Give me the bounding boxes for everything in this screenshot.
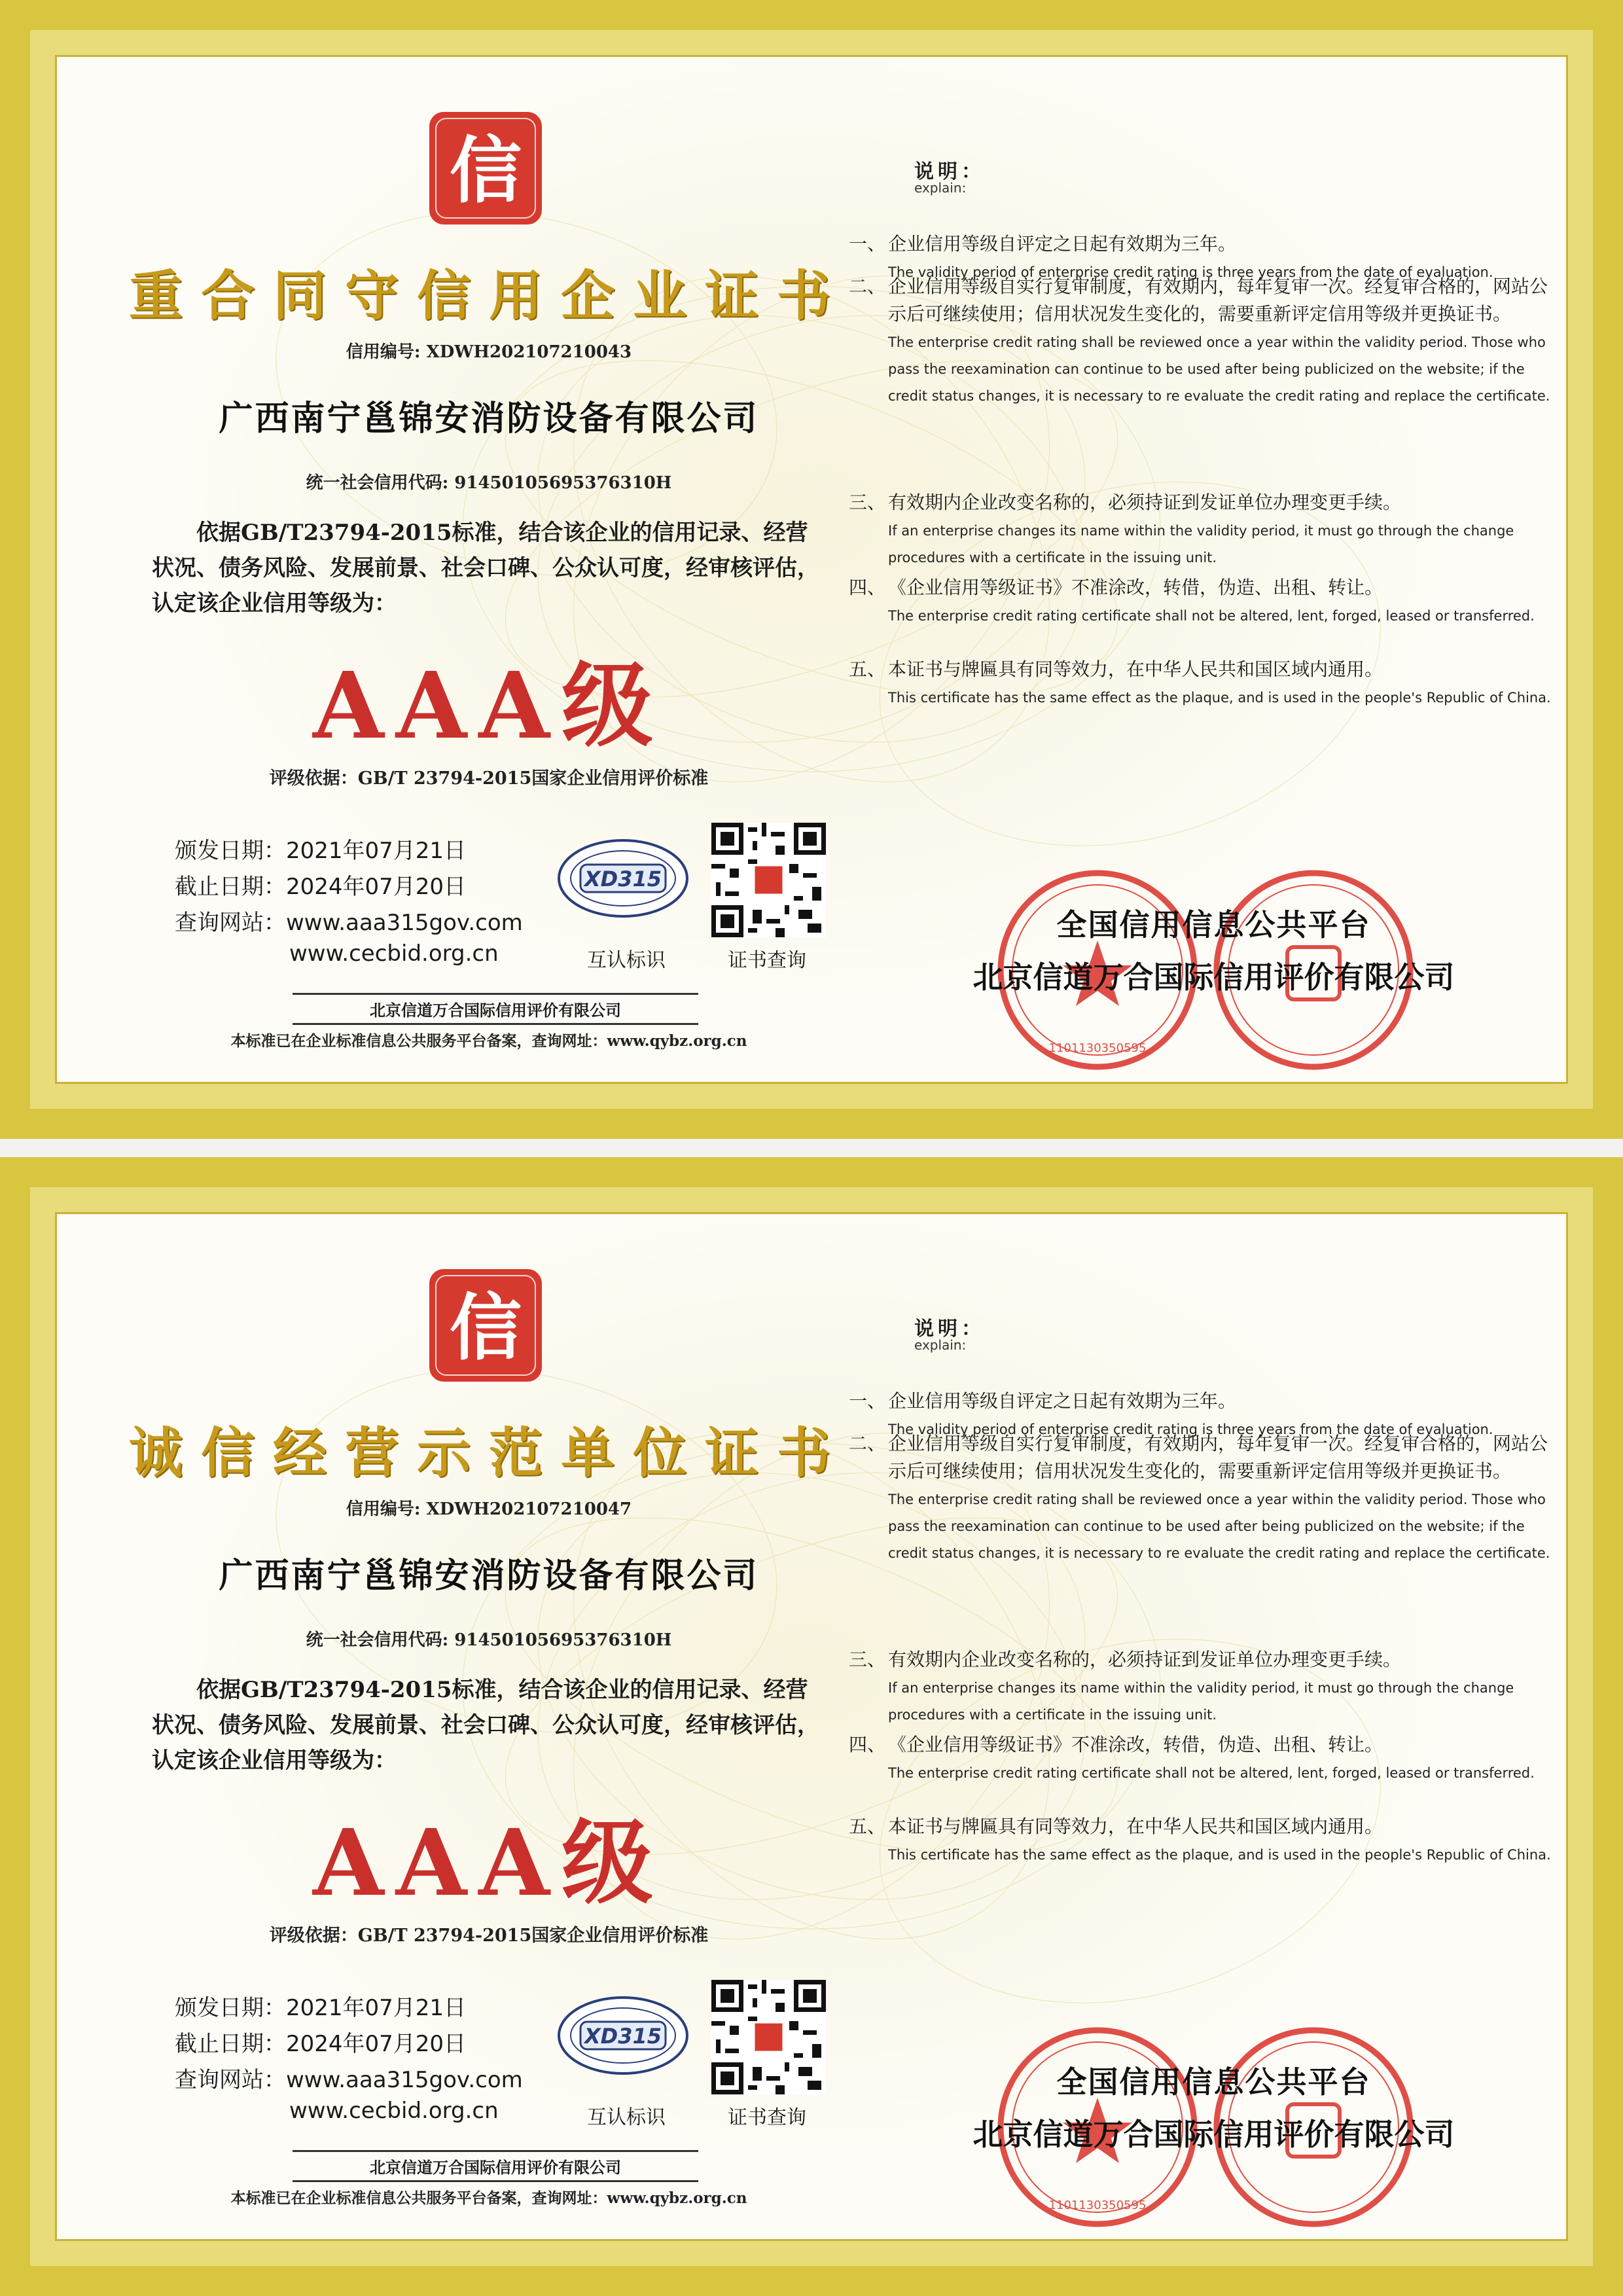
note-item: [849, 1646, 1562, 1729]
certificate-title: 重合同守信用企业证书: [129, 265, 849, 327]
note-item: [849, 1430, 1562, 1567]
svg-text:1101130350595: 1101130350595: [1048, 1041, 1147, 1055]
note-chinese-text: 本证书与牌匾具有同等效力，在中华人民共和国区域内通用。: [888, 658, 1383, 680]
certificate-2: [0, 1157, 1623, 2296]
note-chinese-text: 企业信用等级自评定之日起有效期为三年。: [888, 1390, 1237, 1412]
note-chinese-text: 有效期内企业改变名称的，必须持证到发证单位办理变更手续。: [888, 1649, 1402, 1670]
note-chinese-text: 《企业信用等级证书》不准涂改，转借，伪造、出租、转让。: [888, 577, 1383, 598]
note-number: 二、: [849, 1433, 886, 1454]
note-number: 五、: [849, 658, 886, 680]
certificate-border: [30, 30, 1593, 1109]
certificate-paper: [55, 55, 1568, 1084]
note-item: [849, 656, 1562, 711]
query-website: 查询网站：www.aaa315gov.com: [175, 2067, 523, 2093]
note-chinese: [849, 656, 1562, 683]
note-number: 二、: [849, 276, 886, 297]
certificate-border: [30, 1187, 1593, 2266]
mutual-recognition-mark-icon: [554, 836, 692, 921]
certificate-query-label: 证书查询: [728, 2106, 806, 2129]
certificate-left-panel: [129, 1214, 849, 2239]
qr-code-icon: [711, 823, 826, 937]
note-chinese-text: 有效期内企业改变名称的，必须持证到发证单位办理变更手续。: [888, 492, 1402, 513]
note-item: [849, 489, 1562, 571]
credit-grade: AAA级: [313, 1810, 665, 1917]
note-chinese: [849, 273, 1562, 328]
note-english: If an enterprise changes its name within the validity period, it must go through the change procedures with a certificate in the issuing unit.: [888, 523, 1514, 565]
explain-heading: 说明：: [914, 160, 985, 183]
expiry-date: 截止日期：2024年07月20日: [175, 2031, 467, 2057]
certificate-right-panel: [849, 57, 1568, 1082]
platform-name: 全国信用信息公共平台: [1056, 907, 1371, 942]
company-name: 广西南宁邕锦安消防设备有限公司: [219, 1556, 759, 1596]
explain-subheading: explain:: [914, 180, 967, 196]
note-chinese: [849, 1388, 1562, 1415]
issuing-organization: 北京信道万合国际信用评价有限公司: [972, 960, 1455, 995]
standard-filing-note: 本标准已在企业标准信息公共服务平台备案，查询网址：www.qybz.org.cn: [230, 1032, 747, 1050]
explain-heading: 说明：: [914, 1318, 985, 1340]
query-website-2: www.cecbid.org.cn: [289, 941, 499, 967]
note-chinese-text: 本证书与牌匾具有同等效力，在中华人民共和国区域内通用。: [888, 1816, 1383, 1837]
note-number: 一、: [849, 233, 886, 255]
mutual-recognition-label: 互认标识: [587, 949, 666, 972]
certificate-title: 诚信经营示范单位证书: [129, 1422, 849, 1484]
grade-basis-standard: 评级依据：GB/T 23794-2015国家企业信用评价标准: [269, 1926, 709, 1946]
note-number: 五、: [849, 1816, 886, 1837]
note-chinese: [849, 1731, 1562, 1759]
page-separator: [0, 1143, 1623, 1155]
mutual-recognition-label: 互认标识: [587, 2106, 666, 2129]
note-item: [849, 1731, 1562, 1787]
credit-number: 信用编号: XDWH202107210043: [346, 342, 632, 362]
evaluation-basis-text: 依据GB/T23794-2015标准，结合该企业的信用记录、经营状况、债务风险、发展前景、社会口碑、公众认可度，经审核评估，认定该企业信用等级为：: [152, 1677, 819, 1774]
svg-text:XD315: XD315: [584, 867, 662, 891]
note-item: [849, 574, 1562, 630]
certificate-right-panel: [849, 1214, 1568, 2239]
expiry-date: 截止日期：2024年07月20日: [175, 874, 467, 900]
note-number: 三、: [849, 492, 886, 513]
credit-number: 信用编号: XDWH202107210047: [346, 1499, 632, 1519]
note-number: 四、: [849, 1734, 886, 1755]
note-chinese-text: 企业信用等级自评定之日起有效期为三年。: [888, 233, 1237, 255]
note-number: 一、: [849, 1390, 886, 1412]
note-english: The validity period of enterprise credit rating is three years from the date of evaluation.: [888, 1422, 1493, 1437]
query-website: 查询网站：www.aaa315gov.com: [175, 910, 523, 936]
issuing-organization: 北京信道万合国际信用评价有限公司: [972, 2117, 1455, 2152]
certificate-left-panel: [129, 57, 849, 1082]
query-website-2: www.cecbid.org.cn: [289, 2098, 499, 2124]
note-english: The validity period of enterprise credit rating is three years from the date of evaluation.: [888, 264, 1493, 280]
certificate-paper: [55, 1212, 1568, 2241]
note-item: [849, 273, 1562, 410]
mutual-recognition-mark-icon: [554, 1993, 692, 2078]
issuer-name-small: 北京信道万合国际信用评价有限公司: [293, 2150, 698, 2182]
note-chinese: [849, 1430, 1562, 1485]
issue-date: 颁发日期：2021年07月21日: [175, 838, 467, 864]
note-number: 四、: [849, 577, 886, 598]
qr-code-icon: [711, 1980, 826, 2094]
note-english: The enterprise credit rating certificate shall not be altered, lent, forged, leased or transferred.: [888, 608, 1535, 624]
note-english: The enterprise credit rating shall be reviewed once a year within the validity period. Those who pass the reexamination can continue to be used after being publicized on the website; if the credit status changes, it is necessary to re evaluate the credit rating and replace the certificate.: [888, 1492, 1550, 1561]
note-item: [849, 1813, 1562, 1869]
svg-text:信: 信: [450, 128, 522, 213]
issuer-name-small: 北京信道万合国际信用评价有限公司: [293, 993, 698, 1025]
note-english: If an enterprise changes its name within the validity period, it must go through the change procedures with a certificate in the issuing unit.: [888, 1680, 1514, 1723]
note-number: 三、: [849, 1649, 886, 1670]
standard-filing-note: 本标准已在企业标准信息公共服务平台备案，查询网址：www.qybz.org.cn: [230, 2189, 747, 2207]
note-english: The enterprise credit rating certificate shall not be altered, lent, forged, leased or transferred.: [888, 1765, 1535, 1781]
platform-name: 全国信用信息公共平台: [1056, 2064, 1371, 2100]
note-chinese: [849, 489, 1562, 516]
svg-text:信: 信: [450, 1285, 522, 1370]
grade-basis-standard: 评级依据：GB/T 23794-2015国家企业信用评价标准: [269, 768, 709, 789]
note-english: This certificate has the same effect as the plaque, and is used in the people's Republic of China.: [888, 690, 1551, 706]
note-english: This certificate has the same effect as the plaque, and is used in the people's Republic of China.: [888, 1847, 1551, 1863]
note-chinese: [849, 1646, 1562, 1674]
note-chinese-text: 《企业信用等级证书》不准涂改，转借，伪造、出租、转让。: [888, 1734, 1383, 1755]
unified-social-credit-code: 统一社会信用代码: 91450105695376310H: [306, 473, 672, 493]
explain-subheading: explain:: [914, 1337, 967, 1353]
note-chinese: [849, 1813, 1562, 1840]
certificate-1: [0, 0, 1623, 1139]
evaluation-basis-text: 依据GB/T23794-2015标准，结合该企业的信用记录、经营状况、债务风险、发展前景、社会口碑、公众认可度，经审核评估，认定该企业信用等级为：: [152, 520, 819, 617]
note-english: The enterprise credit rating shall be reviewed once a year within the validity period. Those who pass the reexamination can continue to be used after being publicized on the website; if the credit status changes, it is necessary to re evaluate the credit rating and replace the certificate.: [888, 334, 1550, 404]
issue-date: 颁发日期：2021年07月21日: [175, 1995, 467, 2021]
note-chinese-text: 企业信用等级自实行复审制度，有效期内，每年复审一次。经复审合格的，网站公示后可继续使用；信用状况发生变化的，需要重新评定信用等级并更换证书。: [888, 1433, 1548, 1482]
svg-text:1101130350595: 1101130350595: [1048, 2198, 1147, 2212]
note-chinese: [849, 230, 1562, 258]
company-name: 广西南宁邕锦安消防设备有限公司: [219, 399, 759, 439]
xin-logo-icon: [427, 109, 544, 227]
unified-social-credit-code: 统一社会信用代码: 91450105695376310H: [306, 1630, 672, 1650]
credit-grade: AAA级: [313, 653, 665, 760]
xin-logo-icon: [427, 1266, 544, 1384]
svg-text:XD315: XD315: [584, 2024, 662, 2049]
note-chinese-text: 企业信用等级自实行复审制度，有效期内，每年复审一次。经复审合格的，网站公示后可继续使用；信用状况发生变化的，需要重新评定信用等级并更换证书。: [888, 276, 1548, 325]
certificate-query-label: 证书查询: [728, 949, 806, 972]
note-chinese: [849, 574, 1562, 601]
